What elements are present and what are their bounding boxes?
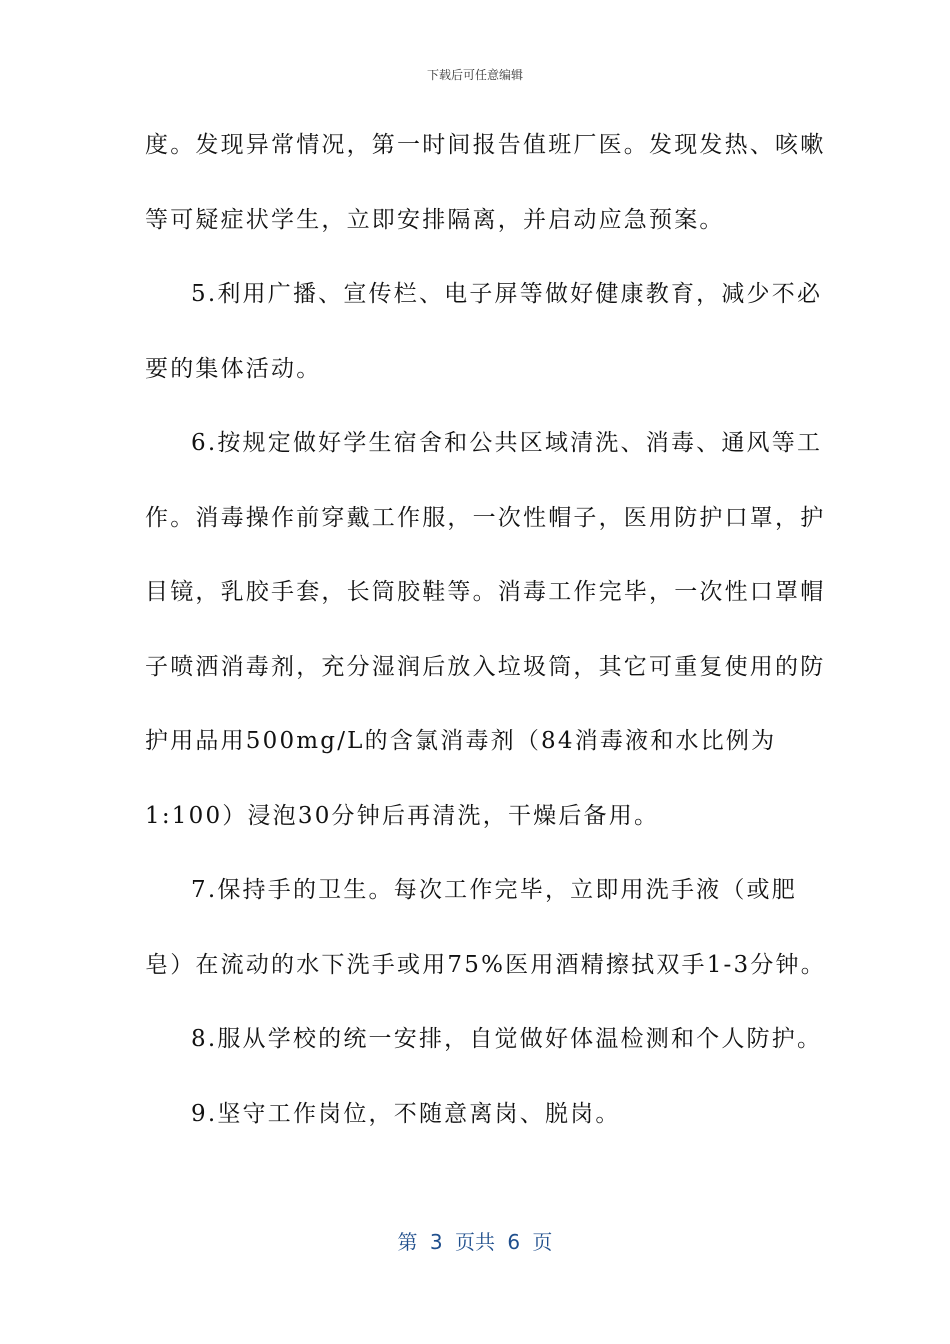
text-line: 目镜，乳胶手套，长筒胶鞋等。消毒工作完毕，一次性口罩帽 xyxy=(145,579,826,605)
page-header: 下载后可任意编辑 xyxy=(426,68,523,82)
text-line: 等可疑症状学生，立即安排隔离，并启动应急预案。 xyxy=(145,206,725,233)
text-line: 1:100）浸泡30分钟后再清洗，干燥后备用。 xyxy=(145,802,660,829)
list-item-5: 5.利用广播、宣传栏、电子屏等做好健康教育，减少不必 xyxy=(191,281,823,307)
text-line: 要的集体活动。 xyxy=(145,355,322,382)
list-item-6: 6.按规定做好学生宿舍和公共区域清洗、消毒、通风等工 xyxy=(191,430,823,456)
list-item-9: 9.坚守工作岗位，不随意离岗、脱岗。 xyxy=(191,1100,621,1127)
text-line: 作。消毒操作前穿戴工作服，一次性帽子，医用防护口罩，护 xyxy=(145,504,826,531)
text-line: 护用品用500mg/L的含氯消毒剂（84消毒液和水比例为 xyxy=(145,728,777,754)
list-item-7: 7.保持手的卫生。每次工作完毕，立即用洗手液（或肥 xyxy=(191,877,797,903)
text-line: 子喷洒消毒剂，充分湿润后放入垃圾筒，其它可重复使用的防 xyxy=(145,653,826,680)
document-body xyxy=(145,113,826,1156)
page-footer: 第 3 页共 6 页 xyxy=(397,1230,553,1254)
text-line: 度。发现异常情况，第一时间报告值班厂医。发现发热、咳嗽 xyxy=(145,132,826,158)
text-line: 皂）在流动的水下洗手或用75%医用酒精擦拭双手1-3分钟。 xyxy=(145,951,826,978)
list-item-8: 8.服从学校的统一安排，自觉做好体温检测和个人防护。 xyxy=(191,1026,823,1052)
